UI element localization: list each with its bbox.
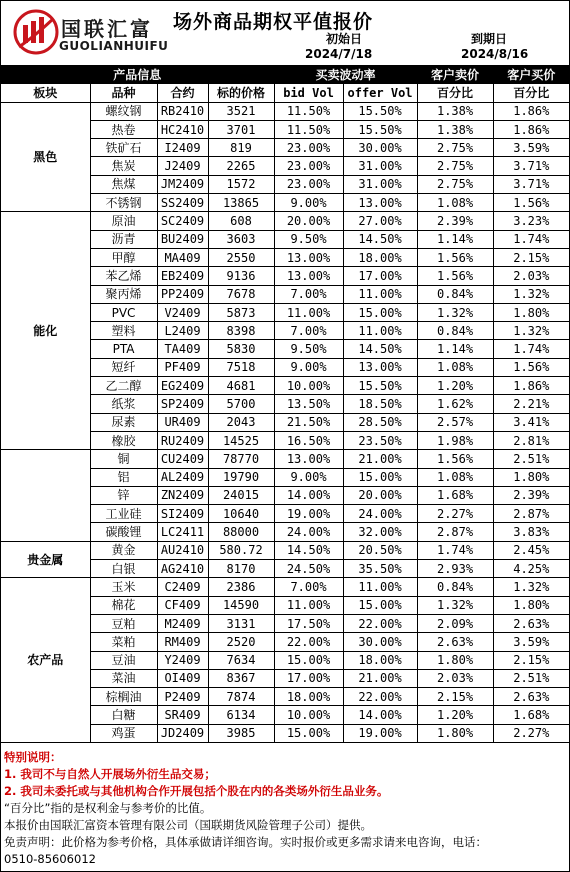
offer-vol-cell: 27.00% (343, 212, 417, 230)
underlying-price-cell: 3603 (208, 230, 274, 248)
underlying-price-cell: 7634 (208, 651, 274, 669)
underlying-price-cell: 3521 (208, 102, 274, 120)
offer-vol-cell: 35.50% (343, 560, 417, 578)
variety-cell: 塑料 (90, 322, 157, 340)
buy-pct-cell: 1.56% (493, 358, 569, 376)
offer-vol-cell: 15.00% (343, 596, 417, 614)
buy-pct-cell: 3.59% (493, 633, 569, 651)
bid-vol-cell: 14.50% (274, 541, 343, 559)
variety-cell: 乙二醇 (90, 377, 157, 395)
variety-cell: 铜 (90, 450, 157, 468)
variety-cell: 不锈钢 (90, 194, 157, 212)
contract-cell: BU2409 (157, 230, 208, 248)
underlying-price-cell: 5700 (208, 395, 274, 413)
buy-pct-cell: 2.03% (493, 267, 569, 285)
table-row (1, 578, 569, 596)
variety-cell: 玉米 (90, 578, 157, 596)
offer-vol-cell: 13.00% (343, 194, 417, 212)
underlying-price-cell: 1572 (208, 175, 274, 193)
sell-pct-cell: 0.84% (417, 578, 493, 596)
underlying-price-cell: 14590 (208, 596, 274, 614)
contract-cell: OI409 (157, 669, 208, 687)
column-header-row (1, 84, 569, 102)
contract-cell: L2409 (157, 322, 208, 340)
offer-vol-cell: 13.00% (343, 358, 417, 376)
buy-pct-cell: 1.74% (493, 340, 569, 358)
bid-vol-cell: 15.00% (274, 724, 343, 742)
offer-vol-cell: 23.50% (343, 431, 417, 449)
start-date-value: 2024/7/18 (305, 47, 373, 61)
sell-pct-cell: 2.75% (417, 157, 493, 175)
bid-vol-cell: 24.50% (274, 560, 343, 578)
contract-cell: JM2409 (157, 175, 208, 193)
buy-pct-cell: 2.27% (493, 724, 569, 742)
offer-vol-cell: 11.00% (343, 285, 417, 303)
variety-cell: PVC (90, 303, 157, 321)
bid-vol-cell: 11.50% (274, 120, 343, 138)
sell-pct-cell: 1.14% (417, 230, 493, 248)
sell-pct-cell: 1.08% (417, 468, 493, 486)
sell-pct-cell: 1.08% (417, 358, 493, 376)
underlying-price-cell: 24015 (208, 486, 274, 504)
offer-vol-cell: 14.50% (343, 340, 417, 358)
sell-pct-cell: 2.27% (417, 505, 493, 523)
col-contract: 合约 (157, 84, 208, 102)
contract-cell: RB2410 (157, 102, 208, 120)
sell-pct-cell: 2.15% (417, 688, 493, 706)
variety-cell: 白糖 (90, 706, 157, 724)
col-sector: 板块 (1, 84, 90, 102)
table-row (1, 212, 569, 230)
underlying-price-cell: 7678 (208, 285, 274, 303)
buy-pct-cell: 3.71% (493, 157, 569, 175)
bid-vol-cell: 9.00% (274, 194, 343, 212)
variety-cell: 甲醇 (90, 248, 157, 266)
percent-note: “百分比”指的是权利金与参考价的比值。 (4, 800, 212, 815)
notes-section (1, 743, 569, 868)
variety-cell: 菜油 (90, 669, 157, 687)
buy-pct-cell: 1.56% (493, 194, 569, 212)
buy-pct-cell: 3.23% (493, 212, 569, 230)
underlying-price-cell: 8398 (208, 322, 274, 340)
table-row (1, 102, 569, 120)
bid-vol-cell: 14.00% (274, 486, 343, 504)
underlying-price-cell: 580.72 (208, 541, 274, 559)
sell-pct-cell: 1.74% (417, 541, 493, 559)
end-date-value: 2024/8/16 (461, 47, 529, 61)
contract-cell: RM409 (157, 633, 208, 651)
sector-cell (1, 450, 90, 541)
offer-vol-cell: 18.00% (343, 651, 417, 669)
underlying-price-cell: 7874 (208, 688, 274, 706)
offer-vol-cell: 14.50% (343, 230, 417, 248)
sector-cell: 贵金属 (1, 541, 90, 578)
brand-logo (9, 7, 169, 59)
variety-cell: 尿素 (90, 413, 157, 431)
sell-pct-cell: 1.98% (417, 431, 493, 449)
offer-vol-cell: 20.00% (343, 486, 417, 504)
contract-cell: V2409 (157, 303, 208, 321)
underlying-price-cell: 78770 (208, 450, 274, 468)
bid-vol-cell: 15.00% (274, 651, 343, 669)
buy-pct-cell: 3.83% (493, 523, 569, 541)
variety-cell: 橡胶 (90, 431, 157, 449)
contract-cell: SI2409 (157, 505, 208, 523)
group-client-sell: 客户卖价 (417, 66, 493, 84)
variety-cell: 热卷 (90, 120, 157, 138)
bid-vol-cell: 9.00% (274, 358, 343, 376)
bid-vol-cell: 10.00% (274, 377, 343, 395)
buy-pct-cell: 2.21% (493, 395, 569, 413)
offer-vol-cell: 21.00% (343, 450, 417, 468)
variety-cell: 菜粕 (90, 633, 157, 651)
variety-cell: 黄金 (90, 541, 157, 559)
sell-pct-cell: 1.38% (417, 120, 493, 138)
contract-cell: TA409 (157, 340, 208, 358)
offer-vol-cell: 18.50% (343, 395, 417, 413)
sell-pct-cell: 2.57% (417, 413, 493, 431)
buy-pct-cell: 1.68% (493, 706, 569, 724)
contract-cell: SC2409 (157, 212, 208, 230)
variety-cell: 锌 (90, 486, 157, 504)
offer-vol-cell: 17.00% (343, 267, 417, 285)
offer-vol-cell: 20.50% (343, 541, 417, 559)
buy-pct-cell: 1.32% (493, 322, 569, 340)
sell-pct-cell: 1.62% (417, 395, 493, 413)
offer-vol-cell: 22.00% (343, 688, 417, 706)
buy-pct-cell: 1.80% (493, 468, 569, 486)
buy-pct-cell: 1.86% (493, 377, 569, 395)
start-date-label: 初始日 (326, 32, 363, 46)
sell-pct-cell: 1.32% (417, 303, 493, 321)
bid-vol-cell: 24.00% (274, 523, 343, 541)
variety-cell: 碳酸锂 (90, 523, 157, 541)
buy-pct-cell: 4.25% (493, 560, 569, 578)
variety-cell: 豆油 (90, 651, 157, 669)
buy-pct-cell: 1.32% (493, 578, 569, 596)
sell-pct-cell: 1.20% (417, 706, 493, 724)
contract-cell: P2409 (157, 688, 208, 706)
sell-pct-cell: 2.87% (417, 523, 493, 541)
underlying-price-cell: 9136 (208, 267, 274, 285)
variety-cell: 焦煤 (90, 175, 157, 193)
brand-name-en: GUOLIANHUIFU (59, 39, 169, 53)
underlying-price-cell: 88000 (208, 523, 274, 541)
bid-vol-cell: 9.50% (274, 340, 343, 358)
col-variety: 品种 (90, 84, 157, 102)
offer-vol-cell: 32.00% (343, 523, 417, 541)
sector-cell: 农产品 (1, 578, 90, 743)
offer-vol-cell: 11.00% (343, 322, 417, 340)
table-row (1, 541, 569, 559)
bid-vol-cell: 16.50% (274, 431, 343, 449)
variety-cell: 铝 (90, 468, 157, 486)
underlying-price-cell: 3701 (208, 120, 274, 138)
contract-cell: M2409 (157, 614, 208, 632)
variety-cell: 白银 (90, 560, 157, 578)
buy-pct-cell: 2.81% (493, 431, 569, 449)
variety-cell: 工业硅 (90, 505, 157, 523)
offer-vol-cell: 31.00% (343, 175, 417, 193)
sell-pct-cell: 1.68% (417, 486, 493, 504)
contract-cell: SR409 (157, 706, 208, 724)
variety-cell: 铁矿石 (90, 139, 157, 157)
offer-vol-cell: 15.00% (343, 303, 417, 321)
variety-cell: 鸡蛋 (90, 724, 157, 742)
buy-pct-cell: 1.86% (493, 102, 569, 120)
underlying-price-cell: 4681 (208, 377, 274, 395)
offer-vol-cell: 31.00% (343, 157, 417, 175)
contract-cell: AL2409 (157, 468, 208, 486)
buy-pct-cell: 3.71% (493, 175, 569, 193)
underlying-price-cell: 10640 (208, 505, 274, 523)
col-sell-pct: 百分比 (417, 84, 493, 102)
sell-pct-cell: 2.39% (417, 212, 493, 230)
bid-vol-cell: 21.50% (274, 413, 343, 431)
contract-cell: HC2410 (157, 120, 208, 138)
contract-cell: AU2410 (157, 541, 208, 559)
offer-vol-cell: 21.00% (343, 669, 417, 687)
sell-pct-cell: 1.32% (417, 596, 493, 614)
bid-vol-cell: 7.00% (274, 322, 343, 340)
underlying-price-cell: 3985 (208, 724, 274, 742)
sector-cell: 能化 (1, 212, 90, 450)
bid-vol-cell: 11.50% (274, 102, 343, 120)
variety-cell: 聚丙烯 (90, 285, 157, 303)
bid-vol-cell: 19.00% (274, 505, 343, 523)
bid-vol-cell: 20.00% (274, 212, 343, 230)
buy-pct-cell: 2.15% (493, 651, 569, 669)
sell-pct-cell: 2.75% (417, 139, 493, 157)
bid-vol-cell: 17.00% (274, 669, 343, 687)
quote-table (1, 66, 569, 743)
variety-cell: 螺纹钢 (90, 102, 157, 120)
bid-vol-cell: 23.00% (274, 175, 343, 193)
sell-pct-cell: 1.08% (417, 194, 493, 212)
offer-vol-cell: 18.00% (343, 248, 417, 266)
buy-pct-cell: 2.63% (493, 614, 569, 632)
contract-cell: SP2409 (157, 395, 208, 413)
bid-vol-cell: 7.00% (274, 578, 343, 596)
disclaimer: 免责声明：此价格为参考价格，具体承做请详细咨询。实时报价或更多需求请来电咨询，电话： (4, 834, 487, 849)
contract-cell: ZN2409 (157, 486, 208, 504)
sell-pct-cell: 1.56% (417, 248, 493, 266)
underlying-price-cell: 7518 (208, 358, 274, 376)
col-offer-vol: offer Vol (343, 84, 417, 102)
buy-pct-cell: 2.87% (493, 505, 569, 523)
offer-vol-cell: 30.00% (343, 139, 417, 157)
bid-vol-cell: 17.50% (274, 614, 343, 632)
variety-cell: 纸浆 (90, 395, 157, 413)
buy-pct-cell: 2.63% (493, 688, 569, 706)
brand-name-cn: 国联汇富 (61, 17, 153, 41)
sell-pct-cell: 1.14% (417, 340, 493, 358)
variety-cell: 棉花 (90, 596, 157, 614)
contract-cell: RU2409 (157, 431, 208, 449)
bid-vol-cell: 13.00% (274, 450, 343, 468)
variety-cell: 豆粕 (90, 614, 157, 632)
sell-pct-cell: 1.38% (417, 102, 493, 120)
contract-cell: CF409 (157, 596, 208, 614)
offer-vol-cell: 24.00% (343, 505, 417, 523)
underlying-price-cell: 2386 (208, 578, 274, 596)
col-underlying-price: 标的价格 (208, 84, 274, 102)
underlying-price-cell: 14525 (208, 431, 274, 449)
bid-vol-cell: 23.00% (274, 157, 343, 175)
buy-pct-cell: 1.86% (493, 120, 569, 138)
group-client-buy: 客户买价 (493, 66, 569, 84)
bid-vol-cell: 13.00% (274, 248, 343, 266)
buy-pct-cell: 2.51% (493, 669, 569, 687)
special-notice-title: 特别说明： (4, 749, 62, 764)
variety-cell: PTA (90, 340, 157, 358)
col-bid-vol: bid Vol (274, 84, 343, 102)
contract-cell: EG2409 (157, 377, 208, 395)
contract-cell: AG2410 (157, 560, 208, 578)
end-date-label: 到期日 (471, 32, 508, 46)
variety-cell: 焦炭 (90, 157, 157, 175)
sell-pct-cell: 1.80% (417, 651, 493, 669)
variety-cell: 短纤 (90, 358, 157, 376)
underlying-price-cell: 2265 (208, 157, 274, 175)
underlying-price-cell: 2043 (208, 413, 274, 431)
bid-vol-cell: 9.50% (274, 230, 343, 248)
special-notice-2: 2. 我司未委托或与其他机构合作开展包括个股在内的各类场外衍生品业务。 (4, 783, 389, 798)
underlying-price-cell: 5873 (208, 303, 274, 321)
underlying-price-cell: 608 (208, 212, 274, 230)
offer-vol-cell: 15.50% (343, 102, 417, 120)
col-buy-pct: 百分比 (493, 84, 569, 102)
underlying-price-cell: 8170 (208, 560, 274, 578)
page-title: 场外商品期权平值报价 (173, 11, 374, 33)
sheet-header (1, 1, 569, 66)
underlying-price-cell: 13865 (208, 194, 274, 212)
offer-vol-cell: 15.50% (343, 377, 417, 395)
buy-pct-cell: 1.74% (493, 230, 569, 248)
buy-pct-cell: 2.51% (493, 450, 569, 468)
underlying-price-cell: 5830 (208, 340, 274, 358)
underlying-price-cell: 2520 (208, 633, 274, 651)
table-row (1, 450, 569, 468)
variety-cell: 沥青 (90, 230, 157, 248)
bid-vol-cell: 22.00% (274, 633, 343, 651)
contract-cell: C2409 (157, 578, 208, 596)
sell-pct-cell: 2.93% (417, 560, 493, 578)
contract-cell: I2409 (157, 139, 208, 157)
group-product-info: 产品信息 (1, 66, 274, 84)
underlying-price-cell: 2550 (208, 248, 274, 266)
offer-vol-cell: 19.00% (343, 724, 417, 742)
sell-pct-cell: 1.20% (417, 377, 493, 395)
bid-vol-cell: 23.00% (274, 139, 343, 157)
underlying-price-cell: 819 (208, 139, 274, 157)
sector-cell: 黑色 (1, 102, 90, 212)
buy-pct-cell: 2.45% (493, 541, 569, 559)
variety-cell: 原油 (90, 212, 157, 230)
group-header-row (1, 66, 569, 84)
bid-vol-cell: 18.00% (274, 688, 343, 706)
sell-pct-cell: 2.63% (417, 633, 493, 651)
contact-phone: 0510-85606012 (4, 851, 96, 866)
underlying-price-cell: 6134 (208, 706, 274, 724)
bid-vol-cell: 9.00% (274, 468, 343, 486)
bid-vol-cell: 10.00% (274, 706, 343, 724)
bid-vol-cell: 13.00% (274, 267, 343, 285)
special-notice-1: 1. 我司不与自然人开展场外衍生品交易； (4, 766, 216, 781)
buy-pct-cell: 1.32% (493, 285, 569, 303)
buy-pct-cell: 2.39% (493, 486, 569, 504)
offer-vol-cell: 22.00% (343, 614, 417, 632)
underlying-price-cell: 19790 (208, 468, 274, 486)
offer-vol-cell: 30.00% (343, 633, 417, 651)
buy-pct-cell: 1.80% (493, 596, 569, 614)
buy-pct-cell: 1.80% (493, 303, 569, 321)
contract-cell: JD2409 (157, 724, 208, 742)
sell-pct-cell: 2.09% (417, 614, 493, 632)
contract-cell: LC2411 (157, 523, 208, 541)
underlying-price-cell: 3131 (208, 614, 274, 632)
sell-pct-cell: 1.80% (417, 724, 493, 742)
group-volatility: 买卖波动率 (274, 66, 417, 84)
quote-table-body (1, 102, 569, 742)
guolian-logo-icon (13, 9, 59, 55)
offer-vol-cell: 14.00% (343, 706, 417, 724)
offer-vol-cell: 15.50% (343, 120, 417, 138)
underlying-price-cell: 8367 (208, 669, 274, 687)
contract-cell: J2409 (157, 157, 208, 175)
bid-vol-cell: 13.50% (274, 395, 343, 413)
provider-note: 本报价由国联汇富资本管理有限公司（国联期货风险管理子公司）提供。 (4, 817, 372, 832)
contract-cell: MA409 (157, 248, 208, 266)
buy-pct-cell: 2.15% (493, 248, 569, 266)
variety-cell: 苯乙烯 (90, 267, 157, 285)
sell-pct-cell: 1.56% (417, 267, 493, 285)
contract-cell: SS2409 (157, 194, 208, 212)
sell-pct-cell: 2.03% (417, 669, 493, 687)
sell-pct-cell: 2.75% (417, 175, 493, 193)
bid-vol-cell: 7.00% (274, 285, 343, 303)
buy-pct-cell: 3.41% (493, 413, 569, 431)
bid-vol-cell: 11.00% (274, 596, 343, 614)
buy-pct-cell: 3.59% (493, 139, 569, 157)
sell-pct-cell: 0.84% (417, 285, 493, 303)
offer-vol-cell: 15.00% (343, 468, 417, 486)
bid-vol-cell: 11.00% (274, 303, 343, 321)
contract-cell: Y2409 (157, 651, 208, 669)
sell-pct-cell: 1.56% (417, 450, 493, 468)
sell-pct-cell: 0.84% (417, 322, 493, 340)
contract-cell: PF409 (157, 358, 208, 376)
offer-vol-cell: 28.50% (343, 413, 417, 431)
contract-cell: CU2409 (157, 450, 208, 468)
contract-cell: PP2409 (157, 285, 208, 303)
variety-cell: 棕榈油 (90, 688, 157, 706)
contract-cell: EB2409 (157, 267, 208, 285)
contract-cell: UR409 (157, 413, 208, 431)
offer-vol-cell: 11.00% (343, 578, 417, 596)
